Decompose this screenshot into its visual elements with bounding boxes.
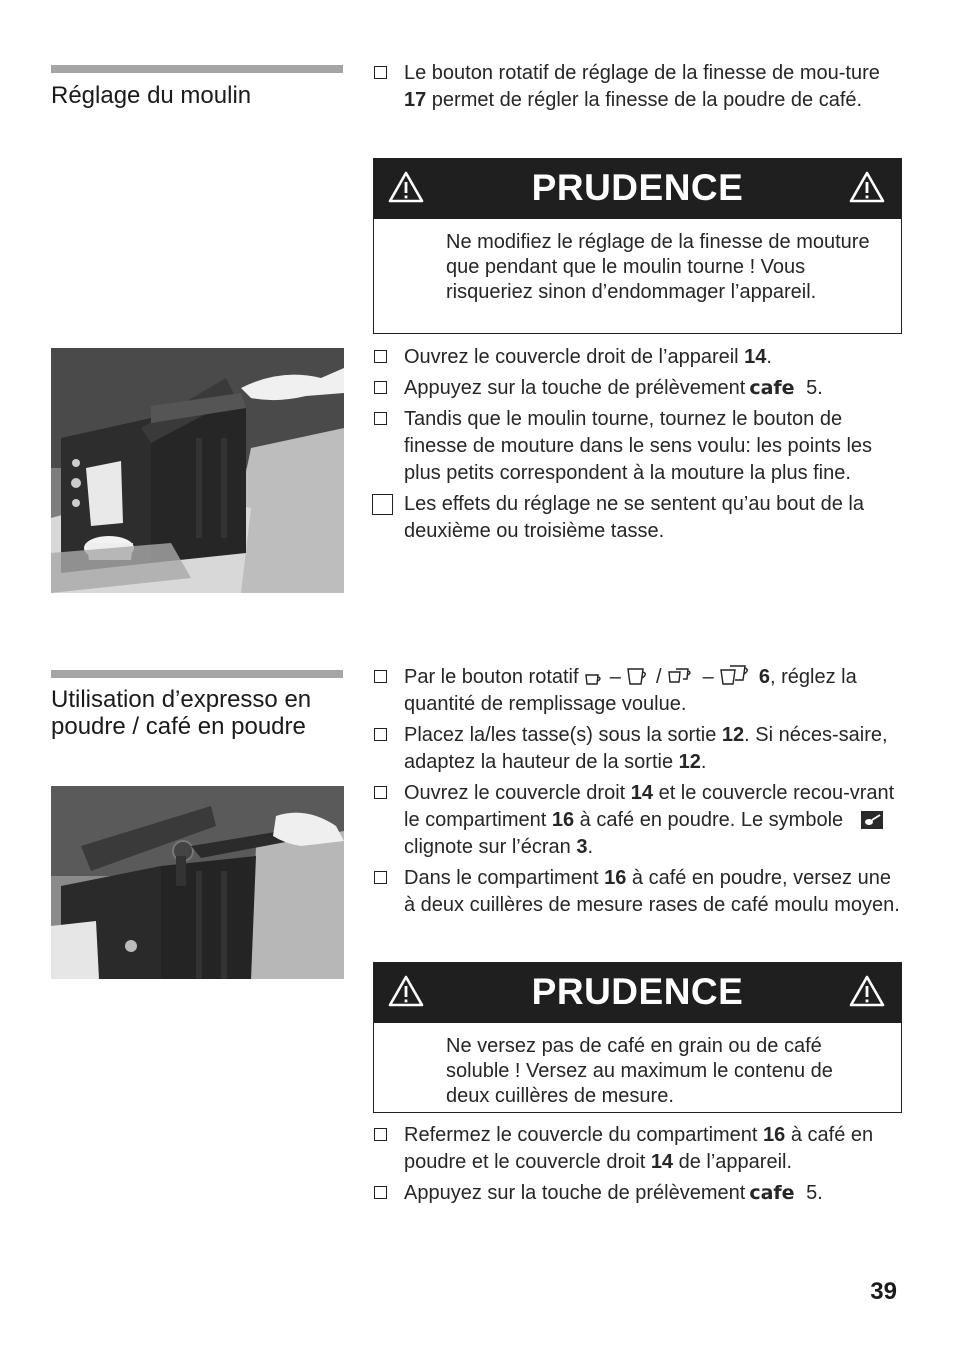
- large-cup-icon: [626, 666, 650, 686]
- checkbox-icon: [374, 1186, 387, 1199]
- list-item: Ouvrez le couvercle droit de l’appareil 14.: [372, 344, 902, 371]
- warning-icon: [849, 171, 885, 203]
- section-heading-grinder: Réglage du moulin: [51, 82, 252, 109]
- checkbox-icon: [374, 728, 387, 741]
- intro-list: [372, 60, 902, 118]
- list-item: Refermez le couvercle du compartiment 16 à café en poudre et le couvercle droit 14 de l’appareil.: [372, 1122, 902, 1176]
- section-heading-ground-coffee: Utilisation d’expresso en poudre / café en poudre: [51, 686, 312, 740]
- section-rule: [51, 670, 343, 678]
- caution-title: PRUDENCE: [531, 167, 744, 208]
- caution-title: PRUDENCE: [531, 971, 744, 1012]
- checkbox-icon: [374, 871, 387, 884]
- steps-list-ground-coffee: [372, 664, 902, 923]
- list-item: Le bouton rotatif de réglage de la finesse de mou-ture 17 permet de régler la finesse de la poudre de café.: [372, 60, 902, 114]
- two-small-cups-icon: [667, 666, 697, 686]
- caution-text: Ne modifiez le réglage de la finesse de mouture que pendant que le moulin tourne ! Vous risqueriez sinon d’endommager l’appareil.: [446, 231, 870, 303]
- list-item: Par le bouton rotatif – / – 6, réglez la quantité de remplissage voulue.: [372, 664, 902, 718]
- two-large-cups-icon: [719, 664, 753, 686]
- checkbox-icon: [374, 381, 387, 394]
- cafe-key-label: cafe: [749, 1182, 795, 1204]
- cafe-key-label: cafe: [749, 377, 795, 399]
- photo-ground-coffee: [51, 786, 344, 979]
- list-item: Appuyez sur la touche de prélèvement cafe 5.: [372, 1180, 902, 1207]
- checkbox-icon: [374, 66, 387, 79]
- warning-icon: [849, 975, 885, 1007]
- checkbox-icon: [374, 350, 387, 363]
- checkbox-icon: [374, 1128, 387, 1141]
- list-item: Tandis que le moulin tourne, tournez le bouton de finesse de mouture dans le sens voulu: les points les plus petits correspondent à la mouture la plus fine.: [372, 406, 902, 487]
- list-item: Placez la/les tasse(s) sous la sortie 12. Si néces-saire, adaptez la hauteur de la sortie 12.: [372, 722, 902, 776]
- ground-coffee-spoon-icon: [861, 811, 883, 829]
- checkbox-icon: [374, 412, 387, 425]
- caution-header: [374, 963, 901, 1023]
- steps-list-finish: [372, 1122, 902, 1211]
- coffee-machine-illustration: [51, 786, 344, 979]
- caution-text: Ne versez pas de café en grain ou de café soluble ! Versez au maximum le contenu de deux cuillères de mesure.: [446, 1035, 833, 1107]
- list-item: Appuyez sur la touche de prélèvement cafe 5.: [372, 375, 902, 402]
- coffee-machine-illustration: [51, 348, 344, 593]
- caution-header: [374, 159, 901, 219]
- list-item: Dans le compartiment 16 à café en poudre, versez une à deux cuillères de mesure rases de café moulu moyen.: [372, 865, 902, 919]
- list-item: Ouvrez le couvercle droit 14 et le couvercle recou-vrant le compartiment 16 à café en poudre. Le symbole clignote sur l’écran 3.: [372, 780, 902, 861]
- section-rule: [51, 65, 343, 73]
- caution-box: [373, 158, 902, 334]
- page-number: 39: [870, 1278, 897, 1305]
- checkbox-icon: [374, 670, 387, 683]
- checkbox-icon: [374, 786, 387, 799]
- caution-box: [373, 962, 902, 1113]
- small-cup-icon: [584, 670, 604, 686]
- note-icon: [372, 494, 393, 515]
- steps-list-grinder: [372, 344, 902, 549]
- photo-grinder-adjustment: [51, 348, 344, 593]
- note-item: Les effets du réglage ne se sentent qu’au bout de la deuxième ou troisième tasse.: [372, 491, 902, 545]
